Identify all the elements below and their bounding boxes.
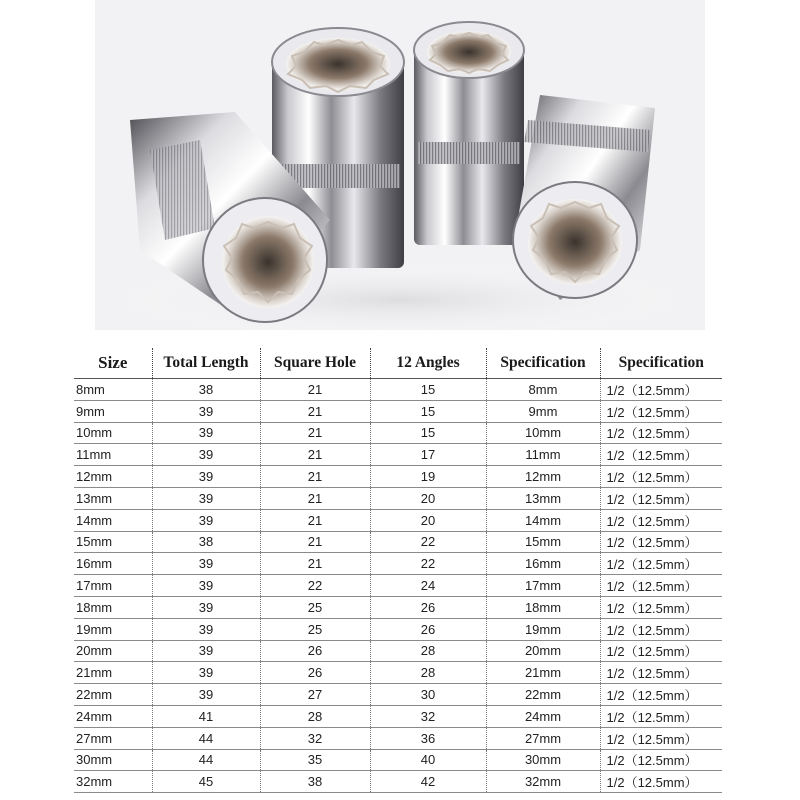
table-row [74,640,722,662]
cell-square-hole: 21 [260,379,370,401]
cell-drive-spec: 1/2（12.5mm） [600,662,722,684]
cell-size: 30mm [74,749,152,771]
cell-size: 22mm [74,684,152,706]
table-row [74,727,722,749]
cell-total-length: 39 [152,553,260,575]
header-size: Size [74,348,152,379]
table-row [74,379,722,401]
cell-square-hole: 21 [260,531,370,553]
cell-12-angles: 24 [370,575,486,597]
cell-drive-spec: 1/2（12.5mm） [600,749,722,771]
cell-size: 21mm [74,662,152,684]
cell-square-hole: 21 [260,444,370,466]
cell-12-angles: 15 [370,422,486,444]
cell-drive-spec: 1/2（12.5mm） [600,487,722,509]
cell-12-angles: 20 [370,487,486,509]
cell-specification: 27mm [486,727,600,749]
cell-square-hole: 21 [260,466,370,488]
cell-total-length: 39 [152,487,260,509]
cell-total-length: 39 [152,466,260,488]
table-row [74,749,722,771]
cell-12-angles: 28 [370,662,486,684]
cell-square-hole: 26 [260,640,370,662]
cell-specification: 22mm [486,684,600,706]
cell-12-angles: 19 [370,466,486,488]
cell-square-hole: 25 [260,618,370,640]
cell-12-angles: 26 [370,618,486,640]
cell-size: 9mm [74,400,152,422]
cell-12-angles: 17 [370,444,486,466]
socket-back-right [414,22,524,245]
cell-specification: 18mm [486,596,600,618]
cell-12-angles: 32 [370,705,486,727]
table-row [74,596,722,618]
table-row [74,531,722,553]
cell-drive-spec: 1/2（12.5mm） [600,575,722,597]
cell-total-length: 39 [152,422,260,444]
cell-drive-spec: 1/2（12.5mm） [600,466,722,488]
header-specification: Specification [486,348,600,379]
table-row [74,618,722,640]
table-row [74,662,722,684]
table-row [74,422,722,444]
table-row [74,684,722,706]
header-specification-drive: Specification [600,348,722,379]
cell-drive-spec: 1/2（12.5mm） [600,596,722,618]
cell-size: 17mm [74,575,152,597]
cell-drive-spec: 1/2（12.5mm） [600,444,722,466]
cell-size: 27mm [74,727,152,749]
cell-square-hole: 35 [260,749,370,771]
cell-size: 19mm [74,618,152,640]
table-row [74,553,722,575]
cell-square-hole: 21 [260,553,370,575]
header-12-angles: 12 Angles [370,348,486,379]
cell-total-length: 39 [152,640,260,662]
cell-12-angles: 20 [370,509,486,531]
cell-square-hole: 32 [260,727,370,749]
cell-specification: 30mm [486,749,600,771]
table-row [74,509,722,531]
table-row [74,575,722,597]
spec-table [74,348,722,793]
cell-total-length: 39 [152,509,260,531]
cell-12-angles: 42 [370,771,486,793]
cell-drive-spec: 1/2（12.5mm） [600,553,722,575]
cell-drive-spec: 1/2（12.5mm） [600,531,722,553]
cell-specification: 11mm [486,444,600,466]
cell-square-hole: 27 [260,684,370,706]
table-row [74,466,722,488]
cell-specification: 17mm [486,575,600,597]
cell-size: 20mm [74,640,152,662]
cell-size: 13mm [74,487,152,509]
cell-size: 14mm [74,509,152,531]
cell-drive-spec: 1/2（12.5mm） [600,771,722,793]
cell-12-angles: 30 [370,684,486,706]
cell-12-angles: 40 [370,749,486,771]
cell-specification: 14mm [486,509,600,531]
cell-square-hole: 28 [260,705,370,727]
table-body [74,379,722,793]
cell-12-angles: 22 [370,531,486,553]
cell-12-angles: 15 [370,379,486,401]
cell-size: 11mm [74,444,152,466]
cell-12-angles: 28 [370,640,486,662]
cell-specification: 10mm [486,422,600,444]
cell-drive-spec: 1/2（12.5mm） [600,684,722,706]
cell-specification: 21mm [486,662,600,684]
cell-12-angles: 36 [370,727,486,749]
cell-size: 8mm [74,379,152,401]
cell-square-hole: 26 [260,662,370,684]
cell-specification: 13mm [486,487,600,509]
cell-total-length: 41 [152,705,260,727]
cell-size: 15mm [74,531,152,553]
cell-specification: 16mm [486,553,600,575]
cell-total-length: 45 [152,771,260,793]
cell-square-hole: 21 [260,400,370,422]
cell-size: 10mm [74,422,152,444]
cell-drive-spec: 1/2（12.5mm） [600,705,722,727]
header-square-hole: Square Hole [260,348,370,379]
table-header-row [74,348,722,379]
cell-total-length: 44 [152,727,260,749]
cell-total-length: 44 [152,749,260,771]
cell-specification: 12mm [486,466,600,488]
cell-12-angles: 26 [370,596,486,618]
cell-12-angles: 15 [370,400,486,422]
cell-specification: 15mm [486,531,600,553]
cell-total-length: 39 [152,444,260,466]
cell-drive-spec: 1/2（12.5mm） [600,509,722,531]
cell-drive-spec: 1/2（12.5mm） [600,379,722,401]
cell-size: 24mm [74,705,152,727]
cell-specification: 8mm [486,379,600,401]
cell-specification: 24mm [486,705,600,727]
table-row [74,705,722,727]
table-row [74,444,722,466]
cell-drive-spec: 1/2（12.5mm） [600,422,722,444]
cell-square-hole: 21 [260,509,370,531]
cell-total-length: 39 [152,575,260,597]
product-photo [0,0,800,340]
cell-total-length: 39 [152,662,260,684]
cell-12-angles: 22 [370,553,486,575]
cell-square-hole: 22 [260,575,370,597]
cell-specification: 9mm [486,400,600,422]
cell-total-length: 39 [152,618,260,640]
cell-total-length: 39 [152,400,260,422]
cell-drive-spec: 1/2（12.5mm） [600,618,722,640]
cell-specification: 20mm [486,640,600,662]
cell-square-hole: 21 [260,422,370,444]
cell-specification: 32mm [486,771,600,793]
cell-square-hole: 21 [260,487,370,509]
cell-drive-spec: 1/2（12.5mm） [600,640,722,662]
header-total-length: Total Length [152,348,260,379]
cell-drive-spec: 1/2（12.5mm） [600,400,722,422]
cell-size: 16mm [74,553,152,575]
table-row [74,487,722,509]
cell-total-length: 38 [152,531,260,553]
cell-square-hole: 38 [260,771,370,793]
cell-total-length: 38 [152,379,260,401]
table-row [74,771,722,793]
table-row [74,400,722,422]
cell-square-hole: 25 [260,596,370,618]
cell-total-length: 39 [152,596,260,618]
cell-size: 12mm [74,466,152,488]
cell-total-length: 39 [152,684,260,706]
cell-specification: 19mm [486,618,600,640]
cell-size: 18mm [74,596,152,618]
cell-drive-spec: 1/2（12.5mm） [600,727,722,749]
cell-size: 32mm [74,771,152,793]
